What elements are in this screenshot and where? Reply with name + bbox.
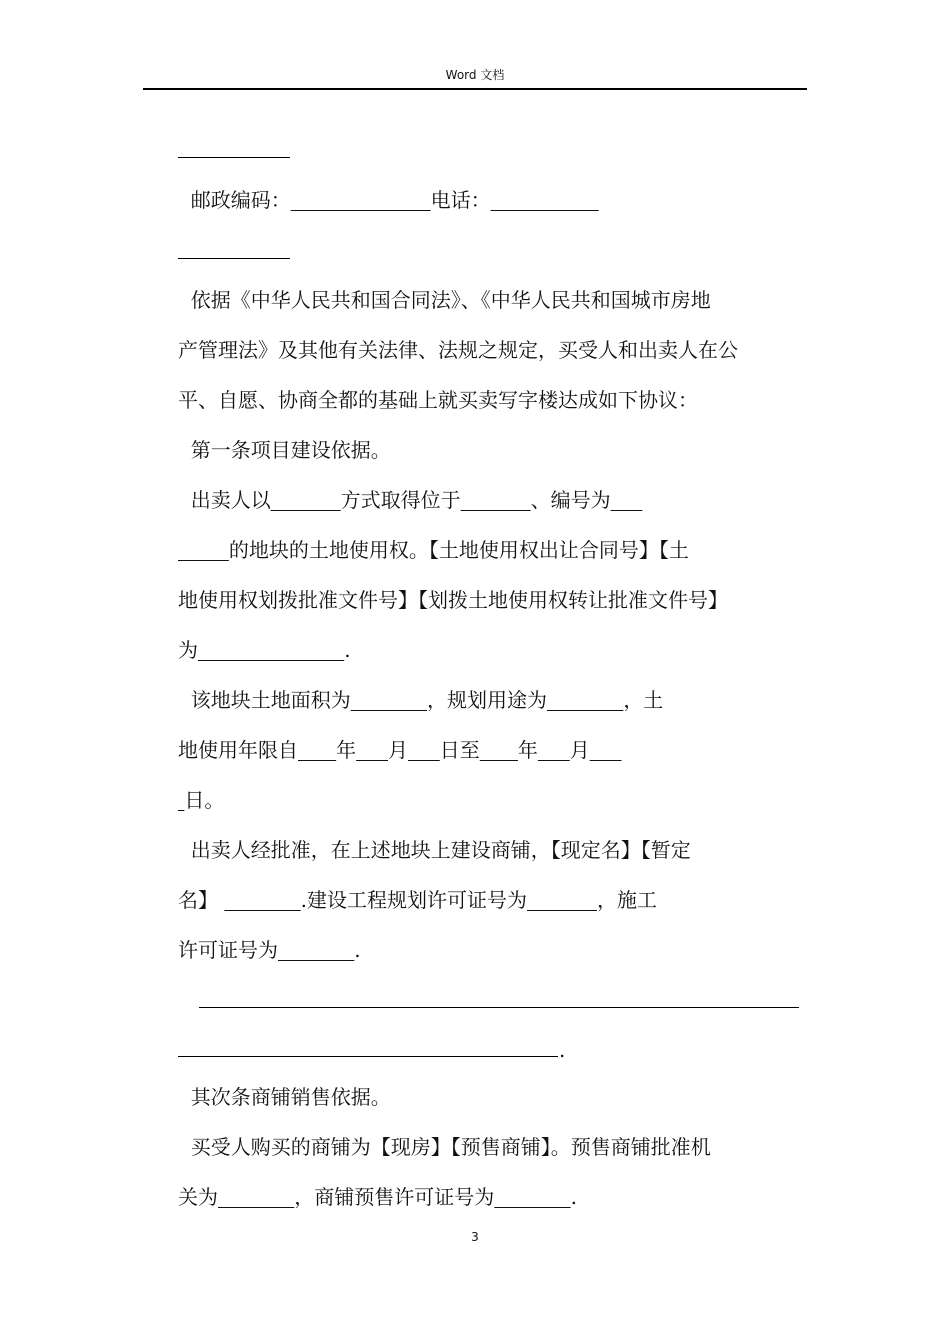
- header-title: Word 文档: [445, 68, 505, 82]
- article1-line: 的地块的土地使用权。【土地使用权出让合同号】【土: [228, 538, 689, 562]
- page-header: [143, 66, 807, 90]
- article1-line: 为 .: [178, 638, 351, 662]
- build-line: 许可证号为 .: [178, 938, 361, 962]
- blank-line: [178, 157, 290, 158]
- blank-line: [178, 258, 290, 259]
- area-line: 日。: [184, 788, 225, 812]
- article2-line: 买受人购买的商铺为【现房】【预售商铺】。预售商铺批准机: [190, 1135, 711, 1159]
- page-number: 3: [471, 1230, 479, 1244]
- build-line: 名】 .建设工程规划许可证号为 ，施工: [178, 888, 657, 912]
- blank-line: [178, 1056, 558, 1057]
- article1-line: 地使用权划拨批准文件号】【划拨土地使用权转让批准文件号】: [178, 588, 728, 612]
- area-line: 该地块土地面积为 ，规划用途为 ，土: [190, 688, 664, 712]
- basis-line: 平、自愿、协商全都的基础上就买卖写字楼达成如下协议：: [178, 388, 698, 412]
- postal-label: 邮政编码：: [190, 188, 291, 212]
- blank-end: .: [559, 1038, 566, 1062]
- blank-line: [199, 1007, 799, 1008]
- article2-title: 其次条商铺销售依据。: [190, 1085, 391, 1109]
- phone-label: 电话：: [430, 188, 491, 212]
- basis-line: 依据《中华人民共和国合同法》、《中华人民共和国城市房地: [190, 288, 711, 312]
- postal-line: [178, 185, 808, 215]
- article2-line: 关为 ，商铺预售许可证号为 .: [178, 1185, 577, 1209]
- basis-line: 产管理法》及其他有关法律、法规之规定，买受人和出卖人在公: [178, 338, 738, 362]
- article1-title: 第一条项目建设依据。: [190, 438, 391, 462]
- build-line: 出卖人经批准，在上述地块上建设商铺，【现定名】【暂定: [190, 838, 691, 862]
- area-line: 地使用年限自 年 月 日至 年 月: [178, 738, 590, 762]
- article1-line: 出卖人以 方式取得位于 、编号为: [190, 488, 611, 512]
